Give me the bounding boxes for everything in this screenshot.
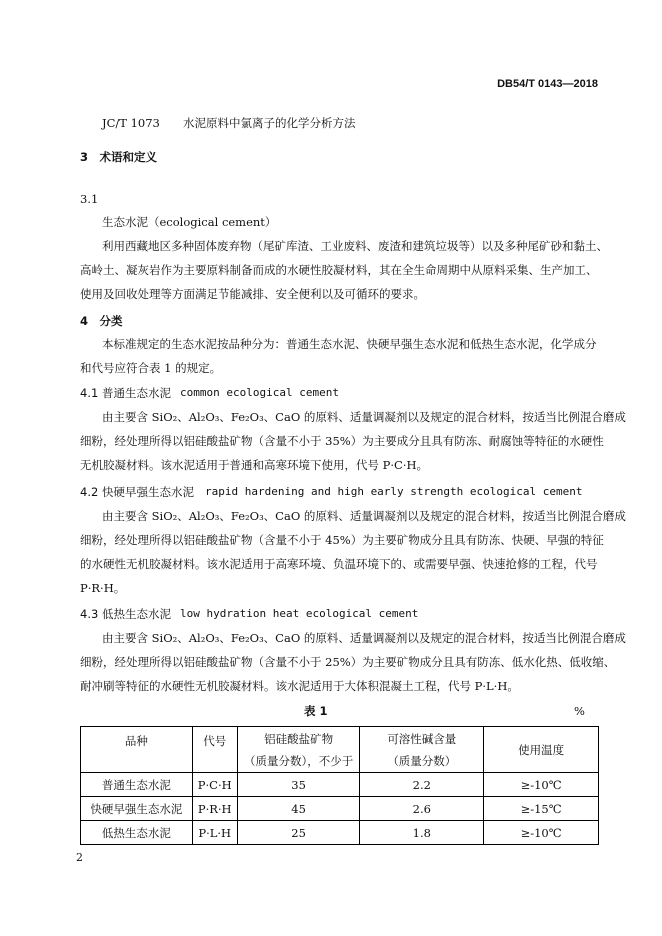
header-mineral-line1: 铝硅酸盐矿物: [264, 731, 334, 746]
cell-mineral: 25: [237, 821, 360, 845]
table-header-row: [81, 727, 599, 773]
clause-3-1-number: 3.1: [80, 192, 99, 206]
definition-line: 使用及回收处理等方面满足节能减排、安全便利以及可循环的要求。: [80, 287, 425, 301]
cell-variety: 普通生态水泥: [81, 773, 193, 797]
header-code: 代号: [192, 727, 237, 773]
clause-text-line: 细粉，经处理所得以铝硅酸盐矿物（含量不小于 25%）为主要矿物成分且具有防冻、低水化热、低收缩、: [80, 655, 616, 669]
cell-alkali: 2.6: [360, 797, 484, 821]
clause-4-3-english: low hydration heat ecological cement: [180, 607, 419, 620]
clause-4-1-english: common ecological cement: [180, 386, 339, 399]
page-number: 2: [76, 851, 83, 864]
cell-variety: 低热生态水泥: [81, 821, 193, 845]
clause-4-2-english: rapid hardening and high early strength ecological cement: [205, 485, 583, 498]
cell-alkali: 1.8: [360, 821, 484, 845]
definition-line: 利用西藏地区多种固体废弃物（尾矿库渣、工业废料、废渣和建筑垃圾等）以及多种尾矿砂和黏土、: [102, 239, 608, 253]
document-id: DB54/T 0143—2018: [497, 78, 598, 90]
reference-title: 水泥原料中氯离子的化学分析方法: [183, 116, 356, 130]
header-alkali: [360, 727, 484, 773]
intro-line: 和代号应符合表 1 的规定。: [80, 361, 222, 375]
clause-text-line: 的水硬性无机胶凝材料。该水泥适用于高寒环境、负温环境下的、或需要早强、快速抢修的工程，代号: [80, 557, 598, 571]
cell-mineral: 35: [237, 773, 360, 797]
table-row: [81, 773, 599, 797]
clause-text-line: 无机胶凝材料。该水泥适用于普通和高寒环境下使用，代号 P·C·H。: [80, 458, 429, 472]
clause-text-line: P·R·H。: [80, 581, 126, 595]
table-unit: %: [574, 704, 585, 718]
header-alkali-line2: （质量分数）: [387, 753, 457, 768]
header-variety: 品种: [81, 727, 193, 773]
cell-variety: 快硬早强生态水泥: [81, 797, 193, 821]
cell-mineral: 45: [237, 797, 360, 821]
clause-text-line: 细粉，经处理所得以铝硅酸盐矿物（含量不小于 45%）为主要矿物成分且具有防冻、快硬、早强的特征: [80, 533, 604, 547]
table-row: [81, 797, 599, 821]
clause-text-line: 细粉，经处理所得以铝硅酸盐矿物（含量不小于 35%）为主要成分且具有防冻、耐腐蚀等特征的水硬性: [80, 434, 604, 448]
cell-code: P·C·H: [192, 773, 237, 797]
clause-4-1-heading: 4.1 普通生态水泥: [80, 386, 171, 400]
cell-temp: ≥-10℃: [484, 773, 599, 797]
section-4-heading: 4 分类: [80, 314, 123, 328]
header-mineral-line2: （质量分数），不少于: [243, 753, 354, 768]
header-temp: 使用温度: [484, 727, 599, 773]
cell-code: P·L·H: [192, 821, 237, 845]
table-title: 表 1: [304, 704, 328, 718]
reference-code: JC/T 1073: [102, 116, 160, 130]
cell-temp: ≥-15℃: [484, 797, 599, 821]
intro-line: 本标准规定的生态水泥按品种分为：普通生态水泥、快硬早强生态水泥和低热生态水泥，化学成分: [102, 337, 597, 351]
header-mineral: [237, 727, 360, 773]
clause-4-2-heading: 4.2 快硬早强生态水泥: [80, 485, 194, 499]
cell-temp: ≥-10℃: [484, 821, 599, 845]
clause-text-line: 耐冲刷等特征的水硬性无机胶凝材料。该水泥适用于大体积混凝土工程，代号 P·L·H。: [80, 679, 519, 693]
classification-table: [80, 726, 599, 845]
table-row: [81, 821, 599, 845]
definition-line: 高岭土、凝灰岩作为主要原料制备而成的水硬性胶凝材料，其在全生命周期中从原料采集、生产加工、: [80, 263, 598, 277]
header-alkali-line1: 可溶性碱含量: [387, 731, 457, 746]
clause-text-line: 由主要含 SiO₂、Al₂O₃、Fe₂O₃、CaO 的原料、适量调凝剂以及规定的混合材料，按适当比例混合磨成: [102, 631, 626, 645]
section-3-heading: 3 术语和定义: [80, 150, 158, 164]
cell-alkali: 2.2: [360, 773, 484, 797]
clause-text-line: 由主要含 SiO₂、Al₂O₃、Fe₂O₃、CaO 的原料、适量调凝剂以及规定的混合材料，按适当比例混合磨成: [102, 410, 626, 424]
cell-code: P·R·H: [192, 797, 237, 821]
term-ecological-cement: 生态水泥（ecological cement）: [102, 215, 277, 229]
clause-text-line: 由主要含 SiO₂、Al₂O₃、Fe₂O₃、CaO 的原料、适量调凝剂以及规定的混合材料，按适当比例混合磨成: [102, 509, 626, 523]
clause-4-3-heading: 4.3 低热生态水泥: [80, 607, 171, 621]
